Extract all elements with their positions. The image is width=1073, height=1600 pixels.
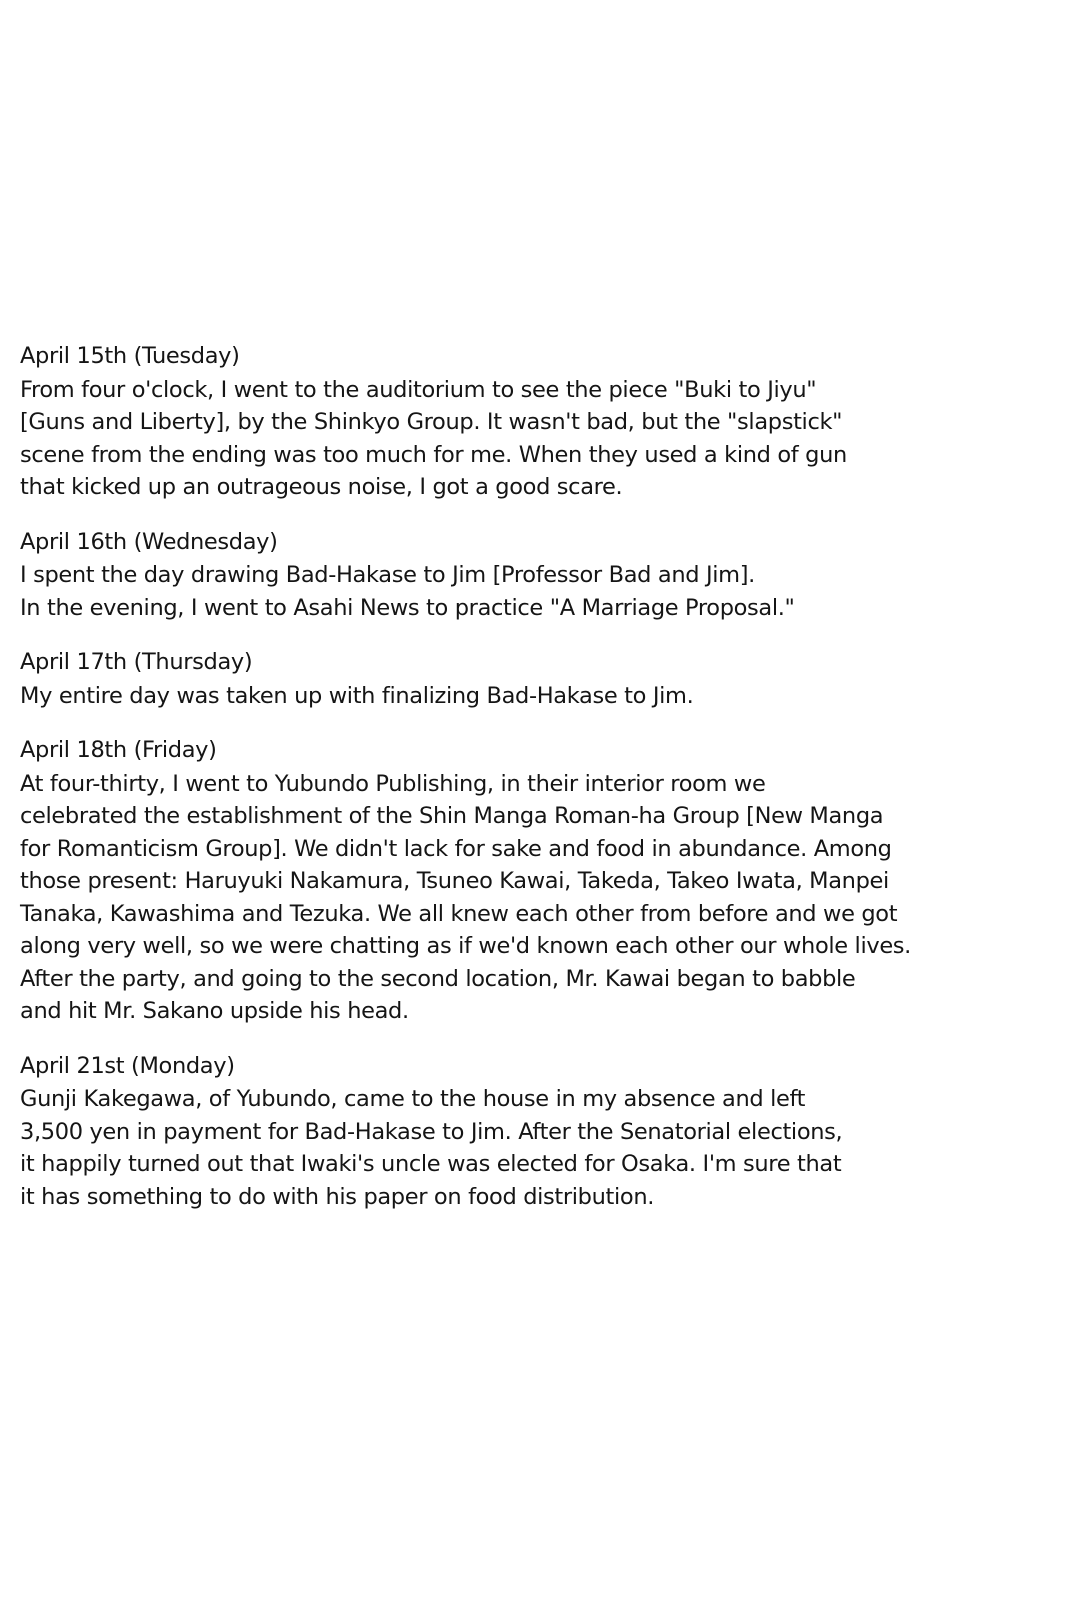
entry-line: Tanaka, Kawashima and Tezuka. We all knew each other from before and we got (20, 900, 898, 927)
entry-line: I spent the day drawing Bad-Hakase to Jim [Professor Bad and Jim]. (20, 562, 755, 588)
entry-line: celebrated the establishment of the Shin Manga Roman-ha Group [New Manga (20, 803, 884, 829)
entry-line: In the evening, I went to Asahi News to practice "A Marriage Proposal." (20, 594, 795, 621)
entry-line: it has something to do with his paper on food distribution. (20, 1183, 655, 1210)
entry-line: My entire day was taken up with finalizing Bad-Hakase to Jim. (20, 682, 694, 709)
diary-entry-april-16 (20, 526, 1060, 625)
entry-date: April 16th (Wednesday) (20, 528, 278, 555)
entry-date: April 18th (Friday) (20, 737, 217, 763)
diary-entry-april-21 (20, 1050, 1060, 1214)
entry-line: From four o'clock, I went to the auditorium to see the piece "Buki to Jiyu" (20, 376, 817, 403)
entry-line: 3,500 yen in payment for Bad-Hakase to Jim. After the Senatorial elections, (20, 1118, 843, 1145)
diary-entry-april-17 (20, 646, 1060, 712)
entry-line: along very well, so we were chatting as if we'd known each other our whole lives. (20, 933, 911, 959)
entry-line: Gunji Kakegawa, of Yubundo, came to the house in my absence and left (20, 1086, 806, 1112)
entry-line: those present: Haruyuki Nakamura, Tsuneo Kawai, Takeda, Takeo Iwata, Manpei (20, 868, 889, 894)
diary-text (20, 340, 1060, 1235)
diary-entry-april-18 (20, 734, 1060, 1028)
entry-line: [Guns and Liberty], by the Shinkyo Group. It wasn't bad, but the "slapstick" (20, 409, 843, 435)
entry-date: April 21st (Monday) (20, 1052, 235, 1079)
diary-entry-april-15 (20, 340, 1060, 504)
entry-date: April 15th (Tuesday) (20, 343, 240, 369)
entry-line: scene from the ending was too much for me. When they used a kind of gun (20, 441, 847, 468)
entry-line: After the party, and going to the second location, Mr. Kawai began to babble (20, 965, 856, 992)
entry-date: April 17th (Thursday) (20, 649, 253, 675)
entry-line: and hit Mr. Sakano upside his head. (20, 998, 409, 1024)
entry-line: it happily turned out that Iwaki's uncle was elected for Osaka. I'm sure that (20, 1151, 842, 1177)
entry-line: At four-thirty, I went to Yubundo Publishing, in their interior room we (20, 770, 766, 797)
entry-line: that kicked up an outrageous noise, I got a good scare. (20, 474, 623, 500)
entry-line: for Romanticism Group]. We didn't lack for sake and food in abundance. Among (20, 835, 892, 862)
